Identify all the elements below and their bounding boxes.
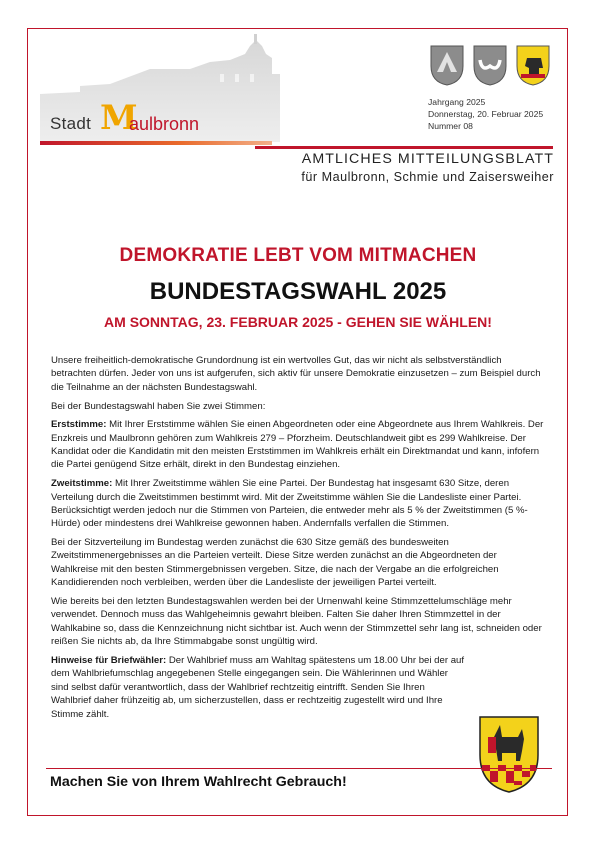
- paragraph-sitzverteilung: Bei der Sitzverteilung im Bundestag werden zunächst die 630 Sitze gemäß des bundesweiten Zweitstimmenergebnisses an die Parteien verteilt. Diese Sitze werden zunächst an die Abgeordneten der Wahlkreise mit den besten Stimmergebnissen vergeben. Sitze, die nach der Vergabe an die erfolgreichen Kandidierenden noch verbleiben, werden über die Landesliste der jeweiligen Partei verteilt.: [51, 537, 499, 589]
- paragraph-briefwahl: [51, 654, 466, 721]
- crest-maulbronn-icon: [431, 46, 463, 85]
- article-body: [51, 354, 546, 726]
- label-erststimme: Erststimme:: [51, 419, 107, 431]
- issue-jahrgang: Jahrgang 2025: [428, 97, 486, 107]
- paragraph-urnenwahl: Wie bereits bei den letzten Bundestagswahlen werden bei der Urnenwahl keine Stimmzettelumschläge mehr verwendet. Dennoch muss das Wahlgeheimnis gewahrt bleiben. Falten Sie daher Ihren Stimmzettel in der Wahlkabine so, dass die Kennzeichnung nicht sichtbar ist. Auch wenn der Stimmzettel sehr lang ist, schneiden oder reißen Sie nichts ab, da Ihre Stimmabgabe sonst ungültig wird.: [51, 595, 542, 648]
- masthead: [0, 0, 596, 200]
- crest-zaisersweiher-icon: [517, 46, 549, 85]
- logo-m-letter: M: [100, 98, 138, 138]
- label-zweitstimme: Zweitstimme:: [51, 478, 113, 490]
- paragraph-two-votes: Bei der Bundestagswahl haben Sie zwei Stimmen:: [51, 400, 266, 412]
- issue-info: [428, 96, 543, 132]
- paragraph-erststimme: [51, 418, 546, 472]
- headline-sub: AM SONNTAG, 23. FEBRUAR 2025 - GEHEN SIE WÄHLEN!: [104, 314, 492, 330]
- text-zweitstimme: Mit Ihrer Zweitstimme wählen Sie eine Partei. Der Bundestag hat insgesamt 630 Sitze, deren Verteilung durch die Zweitstimmen bestimmt wird. Mit der Zweitstimme wählen Sie die Landesliste einer Partei. Berücksichtigt werden jedoch nur die Stimmen von Parteien, die entweder mehr als 5 % der Zweitstimmen (5 %-Hürde) oder mindestens drei Wahlkreise gewonnen haben. Andernfalls verfallen die Stimmen.: [51, 478, 528, 530]
- publication-title: AMTLICHES MITTEILUNGSBLATT: [301, 151, 554, 167]
- logo-underline: [40, 141, 272, 145]
- crest-group: [429, 44, 551, 91]
- text-erststimme: Mit Ihrer Erststimme wählen Sie einen Abgeordneten oder eine Abgeordnete aus Ihrem Wahlkreis. Der Enzkreis und Maulbronn gehören zum Wahlkreis 279 – Pforzheim. Deutschlandweit gibt es 299 Wahlkreise. Der Kandidat oder die Kandidatin mit den meisten Erststimmen im Wahlkreis erhält ein Direktmandat und kann, infofern die Partei genügend Sitze erhält, direkt in den Bundestag einziehen.: [51, 419, 544, 471]
- issue-date: Donnerstag, 20. Februar 2025: [428, 109, 544, 119]
- logo-stadt-text: Stadt: [50, 114, 92, 133]
- publication-subtitle: für Maulbronn, Schmie und Zaisersweiher: [301, 170, 554, 184]
- header-red-line: [255, 146, 553, 149]
- paragraph-intro: Unsere freiheitlich-demokratische Grundordnung ist ein wertvolles Gut, das wir nicht als selbstverständlich betrachten dürfen. Jeder von uns ist aufgerufen, sich aktiv für unsere Demokratie einzusetzen – zum Beispiel durch die Teilnahme an der nächsten Bundestagswahl.: [51, 355, 541, 393]
- text-briefwahl: Der Wahlbrief muss am Wahltag spätestens um 18.00 Uhr bei der auf dem Wahlbriefumschlag angegebenen Stelle eingegangen sein. Die Wählerinnen und Wähler sind selbst dafür verantwortlich, dass der Wahlbrief rechtzeitig eintrifft. Senden Sie Ihren Wahlbrief daher frühzeitig ab, um sicherzustellen, dass er rechtzeitig zugestellt wird und Ihre Stimme zählt.: [51, 654, 465, 720]
- crest-maulbronn-large-icon: [478, 715, 540, 793]
- paragraph-zweitstimme: [51, 477, 546, 531]
- label-briefwahl: Hinweise für Briefwähler:: [51, 654, 167, 666]
- logo-maulbronn-text: aulbronn: [129, 114, 200, 134]
- headline-main: BUNDESTAGSWAHL 2025: [149, 278, 447, 305]
- headline-kicker: DEMOKRATIE LEBT VOM MITMACHEN: [119, 245, 477, 266]
- footer-slogan: Machen Sie von Ihrem Wahlrecht Gebrauch!: [50, 774, 347, 790]
- issue-number: Nummer 08: [428, 121, 473, 131]
- footer-divider: [46, 768, 552, 769]
- crest-schmie-icon: [474, 46, 506, 85]
